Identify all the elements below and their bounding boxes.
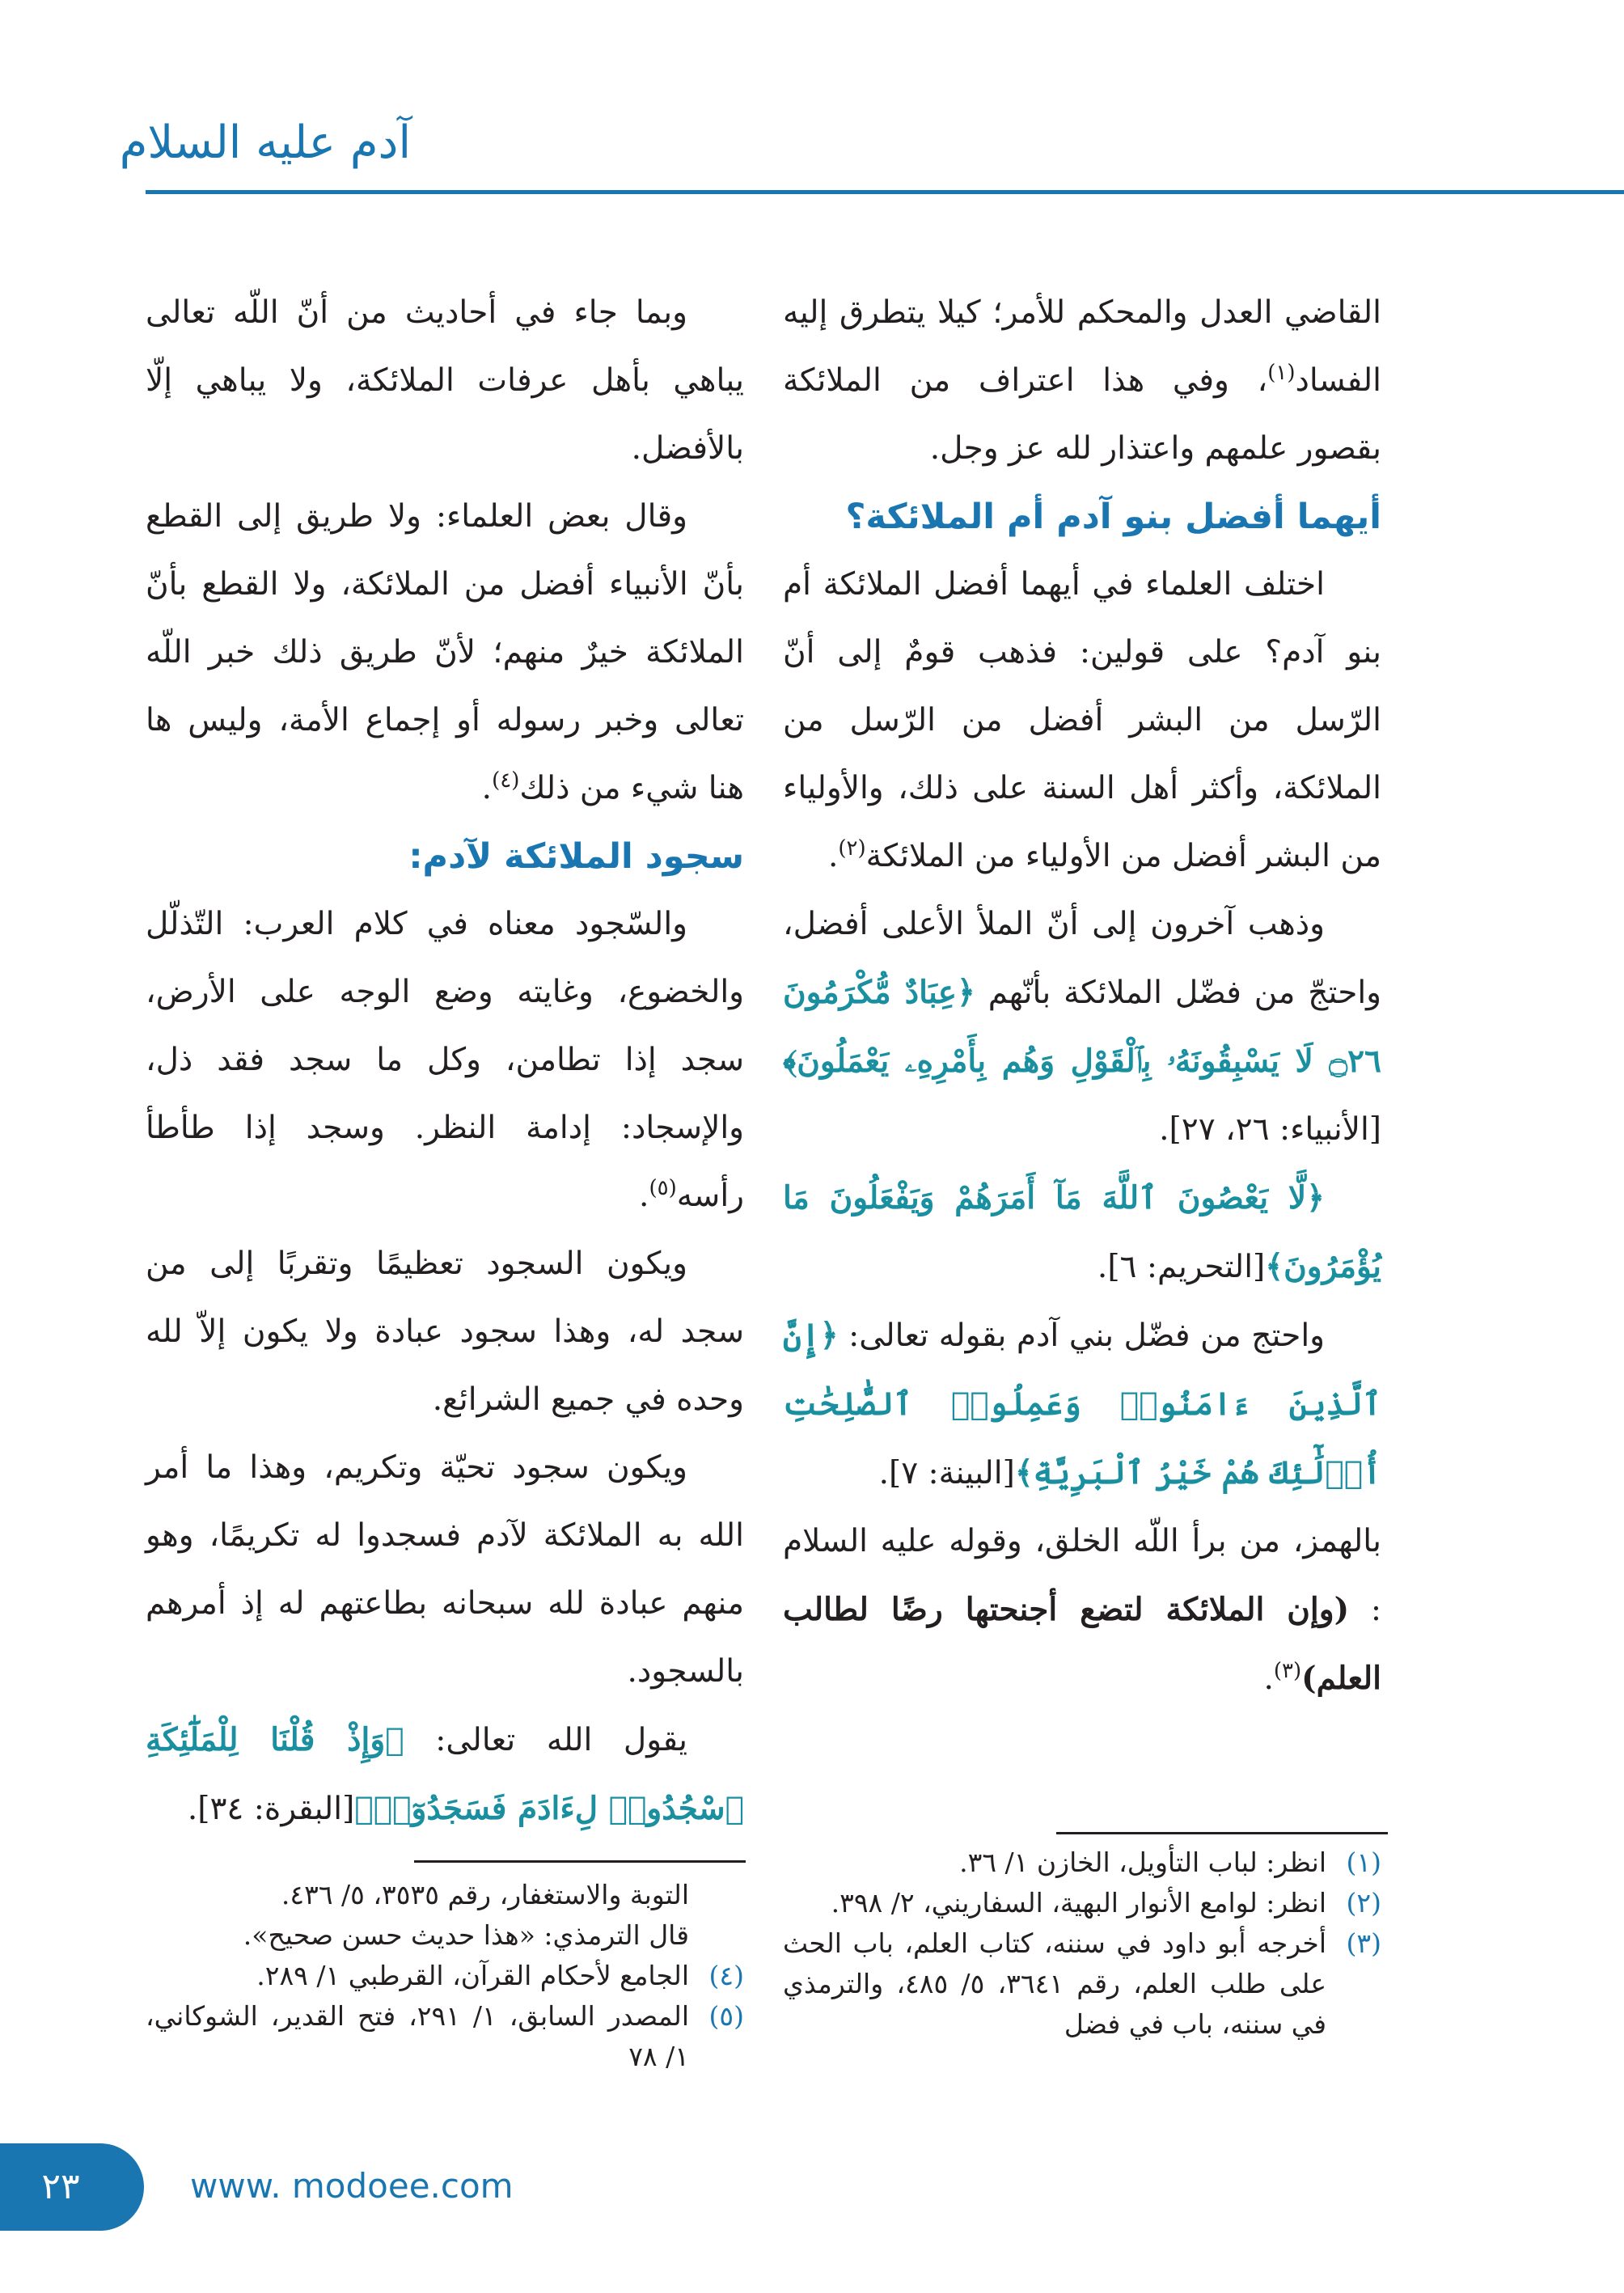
footnote-number [689,1875,744,1915]
right-column [783,279,1381,1713]
hadith-quote: (وإن الملائكة لتضع أجنحتها رضًا لطالب العلم) [783,1591,1381,1697]
page-number-tab [0,2143,144,2231]
paragraph [783,1164,1381,1301]
footnote-number [689,1915,744,1956]
paragraph [783,1508,1381,1713]
left-column [146,279,744,1843]
page-footer [0,2143,1624,2232]
paragraph-text: . [481,770,493,806]
paragraph [783,551,1381,891]
paragraph [783,1301,1381,1508]
section-heading: سجود الملائكة لآدم: [408,836,744,877]
verse-source: [البينة: ٧]. [878,1455,1015,1491]
paragraph-text: والسّجود معناه في كلام العرب: التّذلّل والخضوع، وغايته وضع الوجه على الأرض، سجد إذا تطامن، وكل ما سجد فقد ذل، والإسجاد: إدامة النظر. وسجد إذا طأطأ رأسه [146,906,744,1214]
quran-verse: ﴿وَإِذْ قُلْنَا لِلْمَلَٰٓئِكَةِ ٱسْجُدُوا۟ لِءَادَمَ فَسَجَدُوٓا۟﴾ [146,1721,744,1827]
footnote-text: قال الترمذي: «هذا حديث حسن صحيح». [243,1919,689,1951]
paragraph [146,483,744,823]
footnote-ref[interactable]: (٣) [1273,1659,1302,1683]
footnote [783,1923,1381,2045]
page-number: ٢٣ [41,2166,80,2207]
footnote-text: الجامع لأحكام القرآن، القرطبي ١/ ٢٨٩. [256,1960,689,1991]
footnote-ref[interactable]: (٤) [492,768,520,793]
verse-source: [التحريم: ٦]. [1097,1249,1266,1285]
footnote-continuation [146,1915,744,1956]
section-heading: أيهما أفضل بنو آدم أم الملائكة؟ [845,497,1381,537]
website-link[interactable]: www. modoee.com [190,2166,514,2206]
paragraph [783,891,1381,1164]
paragraph-text: واحتج من فضّل بني آدم بقوله تعالى: [848,1318,1325,1354]
footnote-ref[interactable]: (١) [1267,361,1296,385]
paragraph-text: ، وفي هذا اعتراف من الملائكة بقصور علمهم واعتذار لله عز وجل. [783,362,1381,467]
footnote-text: التوبة والاستغفار، رقم ٣٥٣٥، ٥/ ٤٣٦. [281,1879,689,1910]
paragraph-text: القاضي العدل والمحكم للأمر؛ كيلا يتطرق إليه الفساد [783,294,1381,399]
paragraph-text: يقول الله تعالى: [435,1722,687,1758]
footnote-text: انظر: لوامع الأنوار البهية، السفاريني، ٢/ ٣٩٨. [831,1887,1326,1919]
page-header [119,105,1624,194]
quran-verse: ﴿عِبَادٌ مُّكْرَمُونَ ۝٢٦ لَا يَسْبِقُونَهُۥ بِٱلْقَوْلِ وَهُم بِأَمْرِهِۦ يَعْمَلُونَ﴾ [783,974,1381,1080]
paragraph-text: . [1263,1661,1274,1697]
footnote-text: المصدر السابق، ١/ ٢٩١، فتح القدير، الشوكاني، ١/ ٧٨ [146,2000,690,2072]
header-rule [146,190,1624,194]
footnote-text: أخرجه أبو داود في سننه، كتاب العلم، باب الحث على طلب العلم، رقم ٣٦٤١، ٥/ ٤٨٥، والترمذي في سننه، باب في فضل [783,1927,1327,2040]
footnote-ref[interactable]: (٥) [649,1176,677,1200]
footnotes-right [783,1842,1381,2045]
footnote [146,1956,744,1996]
quran-verse: ﴿إِنَّ ٱلَّذِينَ ءَامَنُوا۟ وَعَمِلُوا۟ ٱلصَّٰلِحَٰتِ أُو۟لَٰٓئِكَ هُمْ خَيْرُ ٱلْبَرِيَّةِ﴾ [783,1317,1381,1491]
paragraph-text: بالهمز، من برأ اللّه الخلق، وقوله عليه السلام : [783,1523,1381,1628]
paragraph [783,279,1381,483]
paragraph [146,891,744,1230]
footnote-rule [414,1860,746,1863]
paragraph-text: وذهب آخرون إلى أنّ الملأ الأعلى أفضل، واحتجّ من فضّل الملائكة بأنّهم [783,906,1381,1011]
quran-verse: ﴿لَّا يَعْصُونَ ٱللَّهَ مَآ أَمَرَهُمْ وَيَفْعَلُونَ مَا يُؤْمَرُونَ﴾ [783,1179,1381,1285]
footnote-ref[interactable]: (٢) [838,836,866,861]
paragraph-text: . [639,1178,649,1214]
paragraph: وبما جاء في أحاديث من أنّ اللّه تعالى يباهي بأهل عرفات الملائكة، ولا يباهي إلّا بالأفضل. [146,294,744,467]
paragraph: ويكون السجود تعظيمًا وتقربًا إلى من سجد له، وهذا سجود عبادة ولا يكون إلاّ لله وحده في جميع الشرائع. [146,1246,744,1418]
paragraph [146,1706,744,1843]
footnote-number: (٤) [708,1960,744,1991]
footnotes-left [146,1875,744,2077]
footnote [146,1996,744,2077]
paragraph-text: وقال بعض العلماء: ولا طريق إلى القطع بأنّ الأنبياء أفضل من الملائكة، ولا القطع بأنّ الملائكة خيرٌ منهم؛ لأنّ طريق ذلك خبر اللّه تعالى وخبر رسوله أو إجماع الأمة، وليس ها هنا شيء من ذلك [146,498,744,806]
footnote [783,1842,1381,1883]
verse-source: [البقرة: ٣٤]. [187,1791,355,1827]
verse-source: [الأنبياء: ٢٦، ٢٧]. [1159,1111,1381,1148]
footnote-number: (١) [1346,1847,1381,1878]
footnote-continuation [146,1875,744,1915]
footnote-number: (٢) [1346,1887,1381,1919]
footnote-text: انظر: لباب التأويل، الخازن ١/ ٣٦. [959,1847,1326,1878]
paragraph-text: اختلف العلماء في أيهما أفضل الملائكة أم بنو آدم؟ على قولين: فذهب قومٌ إلى أنّ الرّسل من البشر أفضل من الرّسل من الملائكة، وأكثر أهل السنة على ذلك، والأولياء من البشر أفضل من الأولياء من الملائكة [783,566,1381,874]
footnote-rule [1056,1832,1388,1834]
running-title: آدم عليه السلام [119,116,411,169]
footnote-number: (٥) [708,2000,744,2032]
footnote-number: (٣) [1346,1927,1381,1959]
footnote [783,1883,1381,1923]
paragraph-text: . [827,838,839,874]
paragraph: ويكون سجود تحيّة وتكريم، وهذا ما أمر الله به الملائكة لآدم فسجدوا له تكريمًا، وهو منهم عبادة لله سبحانه بطاعتهم له إذ أمرهم بالسجود. [146,1449,744,1690]
